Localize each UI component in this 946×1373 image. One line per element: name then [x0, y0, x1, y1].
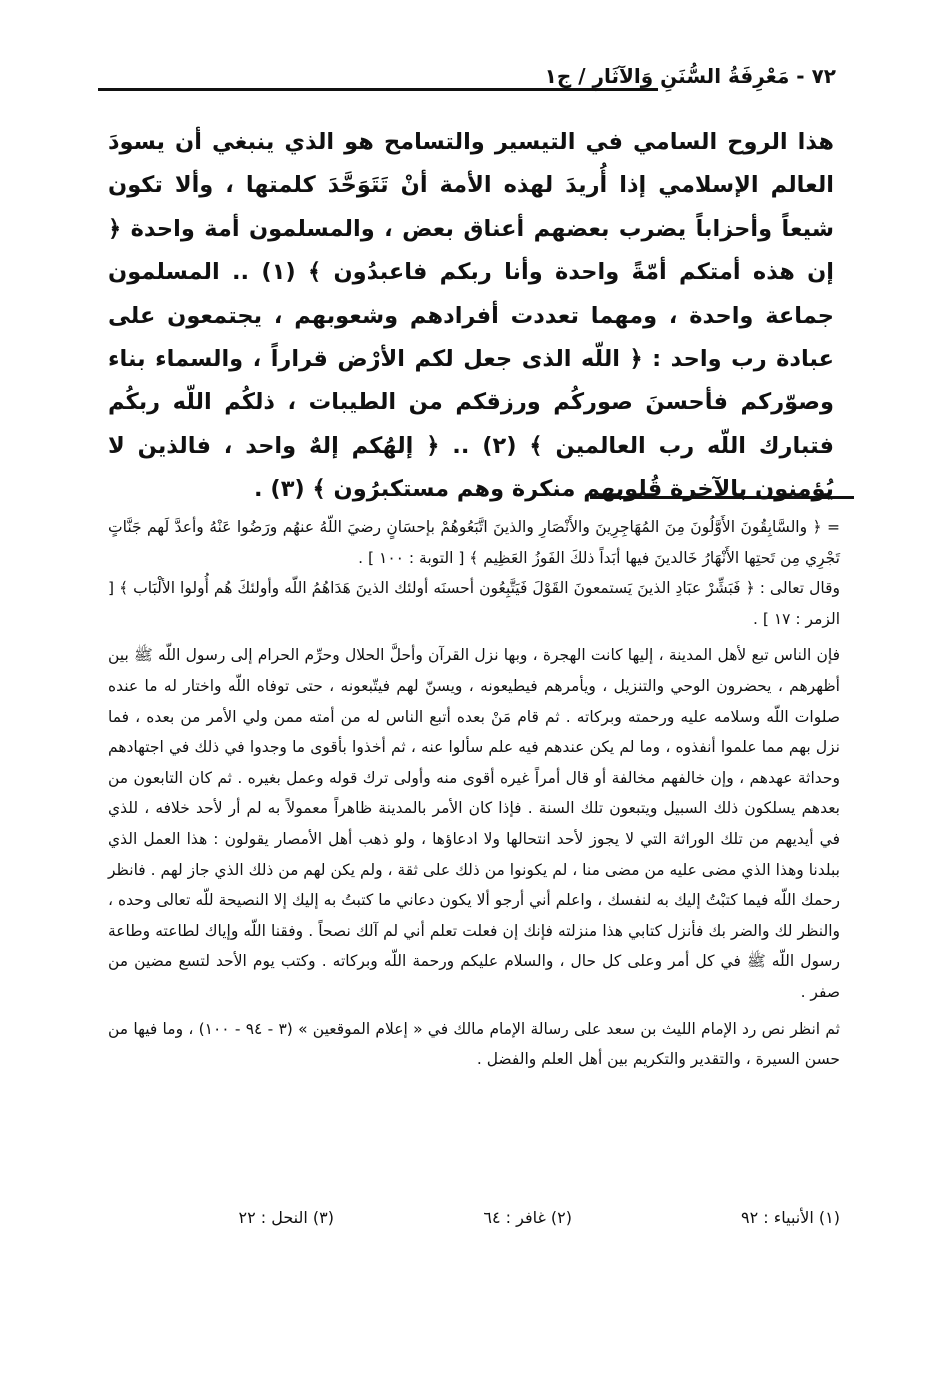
- main-text-block: [108, 121, 834, 512]
- footnotes-block: [108, 512, 840, 1075]
- footnote-separator: [590, 496, 854, 499]
- footnote-reference-note: ثم انظر نص رد الإمام الليث بن سعد على رسالة الإمام مالك في « إعلام الموقعين » (٣ - ٩٤ - ١٠٠) ، وما فيها من حسن السيرة ، والتقدير والتكريم بين أهل العلم والفضل .: [108, 1019, 840, 1069]
- reference-2: (٢) غافر : ٦٤: [483, 1208, 572, 1227]
- running-header: [98, 62, 836, 98]
- footnote-quran-zumar: وقال تعالى : ﴿ فَبَشِّرْ عبَادِ الذينَ يَستمعونَ القَوْلَ فَيَتَّبِعُون أحسنَه أولئك الذينَ هَدَاهُمُ اللّه وأولئكَ هُم أُولوا الألْبَاب ﴾ [ الزمر : ١٧ ] .: [108, 579, 840, 628]
- header-rule: [98, 88, 658, 91]
- reference-1: (١) الأنبياء : ٩٢: [741, 1208, 840, 1227]
- header-title: ٧٢ - مَعْرِفَةُ السُّنَنِ وَالآثَارِ / ج١: [544, 64, 836, 88]
- main-paragraph: هذا الروح السامي في التيسير والتسامح هو الذي ينبغي أن يسودَ العالم الإسلامي إذا أُريدَ لهذه الأمة أنْ تَتَوَحَّدَ كلمتها ، وألا تكون شيعاً وأحزاباً يضرب بعضهم أعناق بعض ، والمسلمون أمة واحدة ﴿ إن هذه أمتكم أمّةً واحدة وأنا ربكم فاعبدُون ﴾ (١) .. المسلمون جماعة واحدة ، ومهما تعددت أفرادهم وشعوبهم ، يجتمعون على عبادة رب واحد : ﴿ اللّه الذى جعل لكم الأرْض قراراً ، والسماء بناء وصوّركم فأحسنَ صوركُم ورزقكم من الطيبات ، ذلكُم اللّه ربكُم فتبارك اللّه رب العالمين ﴾ (٢) .. ﴿ إلهُكم إلهٌ واحد ، فالذين لا يُؤمنون بالآخرة قُلوبهم منكرة وهم مستكبرُون ﴾ (٣) .: [108, 129, 835, 503]
- footnote-letter-text: فإن الناس تبع لأهل المدينة ، إليها كانت الهجرة ، وبها نزل القرآن وأحلَّ الحلال وحرِّم الحرام إلى رسول اللّه ﷺ بين أظهرهم ، يحضرون الوحي والتنزيل ، ويأمرهم فيطيعونه ، ويسنّ لهم فيتّبعونه ، حتى توفاه اللّه واختار له ما عنده صلوات اللّه وسلامه عليه ورحمته وبركاته . ثم قام مَنْ بعده أتبع الناس له من أمته ممن ولي الأمر من بعده ، فما نزل بهم مما علموا أنفذوه ، وما لم يكن عندهم فيه علم سألوا عنه ، ثم أخذوا بأقوى ما وجدوا في ذلك في اجتهادهم وحداثة عهدهم ، وإن خالفهم مخالفة أو قال أمراً غيره أقوى منه وأولى ترك قوله وعمل بغيره . ثم كان التابعون من بعدهم يسلكون ذلك السبيل ويتبعون تلك السنة . فإذا كان الأمر بالمدينة ظاهراً معمولاً به لم أر لأحد خلافه ، للذي في أيديهم من تلك الوراثة التي لا يجوز لأحد انتحالها ولا ادعاؤها ، ولو ذهب أهل الأمصار يقولون : هذا العمل الذي ببلدنا وهذا الذي مضى عليه من مضى منا ، لم يكونوا من ذلك على ثقة ، ولم يكن لهم من ذلك الذي جاز لهم . فانظر رحمك اللّه فيما كتبْتُ إليك به لنفسك ، واعلم أني أرجو ألا يكون دعاني ما كتبتُ به إليك إلا النصيحة للّه تعالى وحده ، والنظر لك والضر بك فأنزل كتابي هذا منزلته فإنك إن فعلت تعلم أني لم آلك نصحاً . وفقنا اللّه وإياك لطاعته وطاعة رسول اللّه ﷺ في كل أمر وعلى كل حال ، والسلام عليكم ورحمة اللّه وبركاته . وكتب يوم الأحد لتسع مضين من صفر .: [108, 646, 840, 1001]
- footnote-quran-tawbah: = ﴿ والسَّابِقُونَ الأَوَّلُونَ مِنَ المُهَاجِرِينَ والأَنْصَارِ والذينَ اتَّبَعُوهُمْ بإحسَانٍ رضيَ اللّهُ عنهُم ورَضُوا عَنْهُ وأعدَّ لَهم جَنَّاتٍ تَجْرِي مِن تَحتِها الأَنْهَارُ خَالدينَ فيها أبَداً ذلكَ الفَوزُ العَظِيم ﴾ [ التوبة : ١٠٠ ] .: [108, 518, 840, 567]
- reference-3: (٣) النحل : ٢٢: [238, 1208, 334, 1227]
